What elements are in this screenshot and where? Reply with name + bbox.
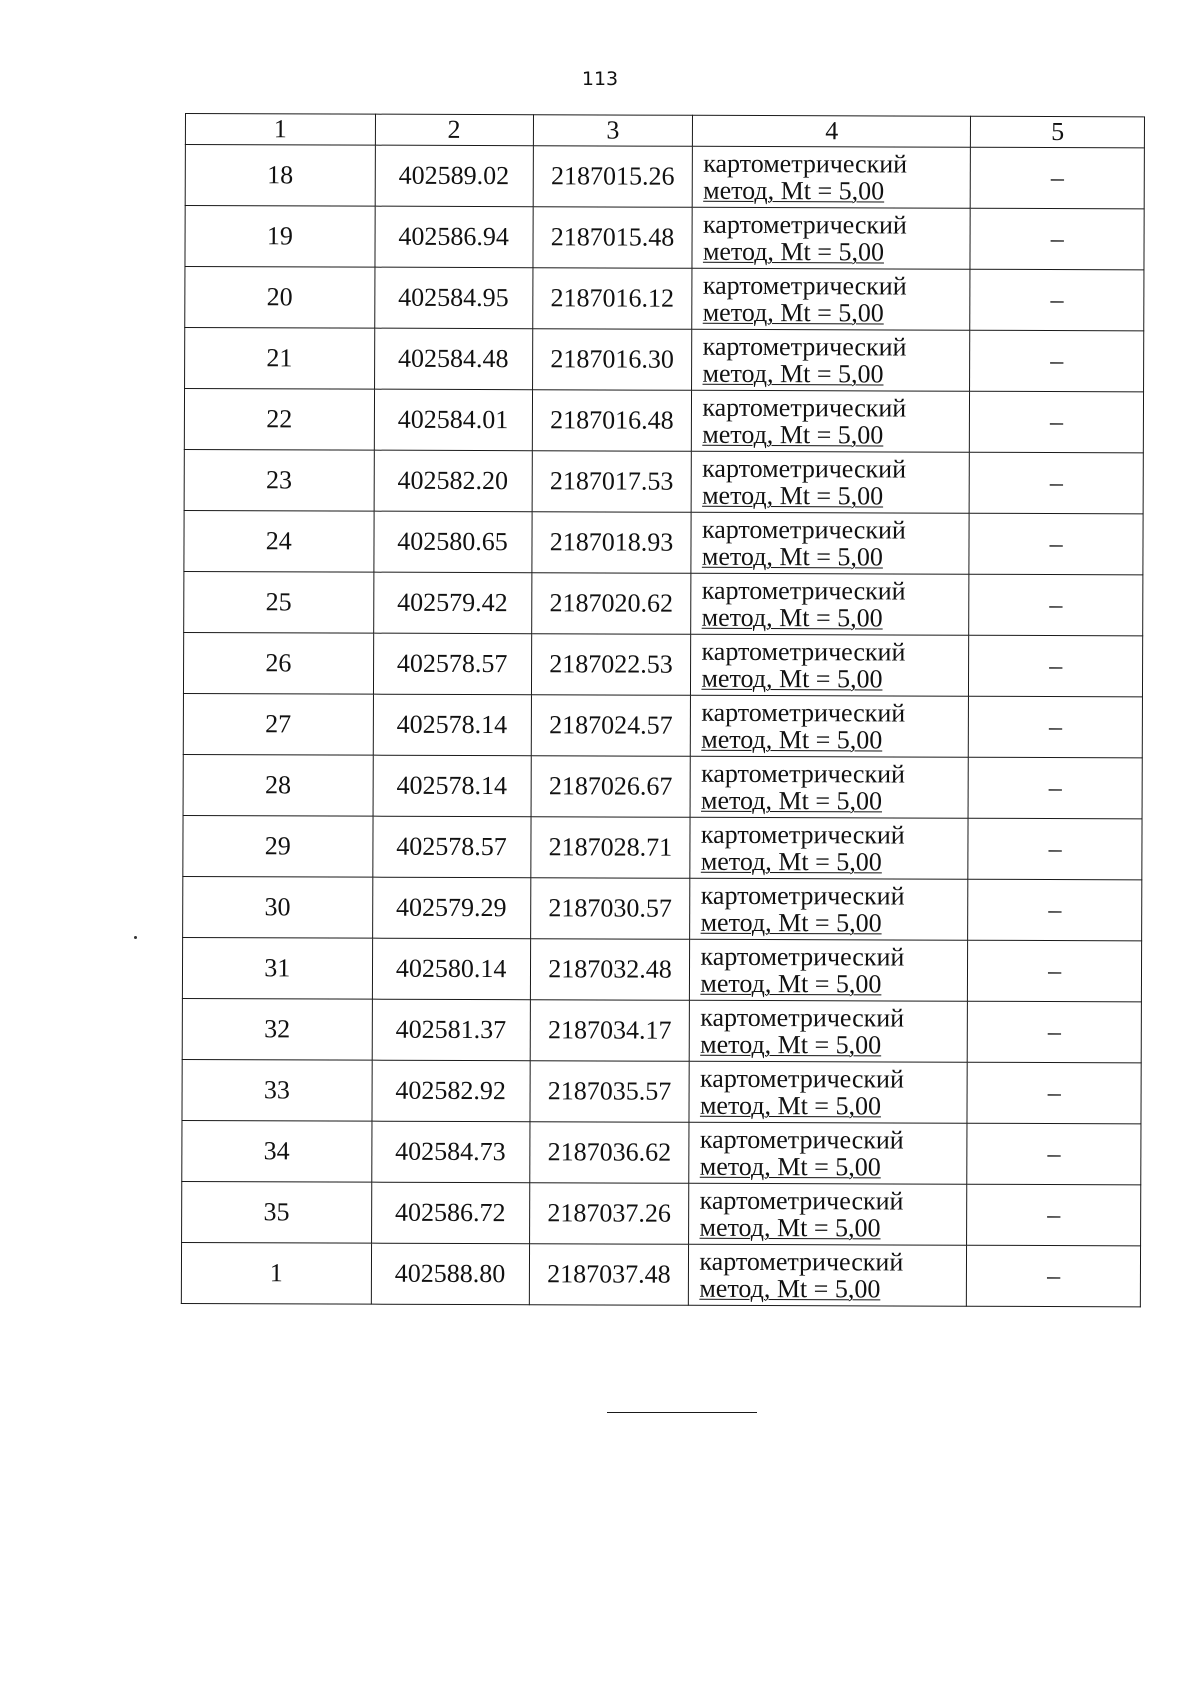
table-row <box>183 876 1142 940</box>
x-coordinate-cell: 402584.73 <box>371 1121 529 1183</box>
x-coordinate-cell: 402589.02 <box>375 145 533 207</box>
method-line-1: картометрический <box>700 1063 904 1094</box>
y-coordinate-cell: 2187028.71 <box>530 817 690 879</box>
y-coordinate-cell: 2187018.93 <box>531 512 691 574</box>
method-line-1: картометрический <box>700 941 905 972</box>
y-coordinate-cell: 2187030.57 <box>530 878 690 940</box>
method-line-1: картометрический <box>700 819 905 850</box>
method-cell <box>689 1244 967 1306</box>
scan-speck <box>134 936 137 939</box>
y-coordinate-cell: 2187015.48 <box>532 207 692 269</box>
note-cell: – <box>968 757 1142 819</box>
method-cell <box>691 573 969 635</box>
y-coordinate-cell: 2187015.26 <box>533 146 693 208</box>
note-cell: – <box>970 391 1144 453</box>
method-line-2: метод, Mt = 5,00 <box>701 541 883 572</box>
y-coordinate-cell: 2187026.67 <box>531 756 691 818</box>
point-number-cell: 18 <box>185 145 375 207</box>
x-coordinate-cell: 402584.95 <box>374 267 532 329</box>
method-line-2: метод, Mt = 5,00 <box>701 785 883 816</box>
note-cell: – <box>967 1062 1141 1124</box>
table-row <box>185 145 1144 209</box>
table-row <box>185 206 1144 270</box>
method-cell <box>692 329 970 391</box>
y-coordinate-cell: 2187022.53 <box>531 634 691 696</box>
point-number-cell: 22 <box>184 389 374 451</box>
method-line-1: картометрический <box>701 575 906 606</box>
table-body <box>181 145 1144 1307</box>
x-coordinate-cell: 402582.92 <box>372 1060 530 1122</box>
method-line-2: метод, Mt = 5,00 <box>702 419 884 450</box>
method-line-1: картометрический <box>699 1124 904 1155</box>
method-line-2: метод, Mt = 5,00 <box>702 358 884 389</box>
note-cell: – <box>968 940 1142 1002</box>
note-cell: – <box>969 635 1143 697</box>
x-coordinate-cell: 402579.42 <box>373 572 531 634</box>
point-number-cell: 30 <box>183 876 373 938</box>
method-line-1: картометрический <box>701 697 906 728</box>
point-number-cell: 29 <box>183 815 373 877</box>
note-cell: – <box>970 330 1144 392</box>
table-row <box>183 754 1142 818</box>
y-coordinate-cell: 2187017.53 <box>532 451 692 513</box>
point-number-cell: 25 <box>184 571 374 633</box>
method-cell <box>690 1000 968 1062</box>
point-number-cell: 31 <box>182 937 372 999</box>
note-cell: – <box>968 879 1142 941</box>
point-number-cell: 20 <box>185 267 375 329</box>
method-cell <box>691 512 969 574</box>
method-line-2: метод, Mt = 5,00 <box>702 297 884 328</box>
method-cell <box>690 878 968 940</box>
closing-rule <box>607 1412 757 1413</box>
point-number-cell: 26 <box>183 632 373 694</box>
method-line-1: картометрический <box>702 392 907 423</box>
method-cell <box>689 1183 967 1245</box>
method-line-2: метод, Mt = 5,00 <box>700 968 882 999</box>
x-coordinate-cell: 402584.01 <box>374 389 532 451</box>
method-cell <box>691 695 969 757</box>
note-cell: – <box>969 513 1143 575</box>
table-header-row <box>185 114 1144 148</box>
method-cell <box>691 634 969 696</box>
x-coordinate-cell: 402578.14 <box>373 755 531 817</box>
y-coordinate-cell: 2187036.62 <box>529 1122 689 1184</box>
method-cell <box>690 817 968 879</box>
x-coordinate-cell: 402579.29 <box>372 877 530 939</box>
y-coordinate-cell: 2187037.48 <box>529 1244 689 1306</box>
method-line-2: метод, Mt = 5,00 <box>701 602 883 633</box>
method-line-2: метод, Mt = 5,00 <box>702 480 884 511</box>
method-cell <box>690 756 968 818</box>
method-line-1: картометрический <box>702 331 907 362</box>
method-line-1: картометрический <box>701 758 906 789</box>
method-cell <box>690 939 968 1001</box>
table-row <box>182 998 1141 1062</box>
note-cell: – <box>969 574 1143 636</box>
note-cell: – <box>970 269 1144 331</box>
y-coordinate-cell: 2187037.26 <box>529 1183 689 1245</box>
y-coordinate-cell: 2187032.48 <box>530 939 690 1001</box>
method-line-1: картометрический <box>699 1246 904 1277</box>
y-coordinate-cell: 2187024.57 <box>531 695 691 757</box>
x-coordinate-cell: 402584.48 <box>374 328 532 390</box>
note-cell: – <box>967 1245 1141 1307</box>
method-line-1: картометрический <box>702 270 907 301</box>
note-cell: – <box>969 452 1143 514</box>
table-row <box>184 571 1143 635</box>
method-cell <box>689 1122 967 1184</box>
table-row <box>181 1242 1140 1306</box>
method-line-2: метод, Mt = 5,00 <box>699 1212 881 1243</box>
column-header-5: 5 <box>971 116 1145 148</box>
x-coordinate-cell: 402578.14 <box>373 694 531 756</box>
table-row <box>182 1120 1141 1184</box>
method-line-1: картометрический <box>699 1185 904 1216</box>
note-cell: – <box>970 147 1144 209</box>
point-number-cell: 32 <box>182 998 372 1060</box>
coordinates-table <box>181 113 1145 1307</box>
point-number-cell: 27 <box>183 693 373 755</box>
method-line-1: картометрический <box>703 148 908 179</box>
x-coordinate-cell: 402580.14 <box>372 938 530 1000</box>
x-coordinate-cell: 402586.72 <box>371 1182 529 1244</box>
table-row <box>183 815 1142 879</box>
point-number-cell: 28 <box>183 754 373 816</box>
y-coordinate-cell: 2187016.30 <box>532 329 692 391</box>
method-line-1: картометрический <box>703 209 907 240</box>
x-coordinate-cell: 402578.57 <box>372 816 530 878</box>
page-number: 113 <box>581 68 619 90</box>
method-line-2: метод, Mt = 5,00 <box>700 1029 882 1060</box>
table-row <box>182 1181 1141 1245</box>
y-coordinate-cell: 2187034.17 <box>530 1000 690 1062</box>
method-line-2: метод, Mt = 5,00 <box>703 175 885 206</box>
column-header-4: 4 <box>693 115 971 147</box>
table-row <box>183 632 1142 696</box>
table-row <box>183 693 1142 757</box>
method-line-2: метод, Mt = 5,00 <box>699 1273 881 1304</box>
point-number-cell: 33 <box>182 1059 372 1121</box>
method-line-2: метод, Mt = 5,00 <box>700 846 882 877</box>
table-row <box>184 389 1143 453</box>
y-coordinate-cell: 2187020.62 <box>531 573 691 635</box>
point-number-cell: 23 <box>184 449 374 511</box>
x-coordinate-cell: 402578.57 <box>373 633 531 695</box>
note-cell: – <box>969 696 1143 758</box>
column-header-3: 3 <box>533 115 693 147</box>
table-row <box>185 267 1144 331</box>
method-line-1: картометрический <box>700 880 905 911</box>
method-line-2: метод, Mt = 5,00 <box>702 236 885 267</box>
method-cell <box>692 207 970 269</box>
method-cell <box>689 1061 967 1123</box>
method-cell <box>692 451 970 513</box>
x-coordinate-cell: 402586.94 <box>375 206 533 268</box>
table-row <box>184 510 1143 574</box>
method-line-2: метод, Mt = 5,00 <box>701 724 883 755</box>
point-number-cell: 21 <box>185 328 375 390</box>
table-row <box>182 1059 1141 1123</box>
y-coordinate-cell: 2187016.48 <box>532 390 692 452</box>
table-row <box>184 449 1143 513</box>
column-header-1: 1 <box>185 114 375 146</box>
note-cell: – <box>967 1123 1141 1185</box>
method-cell <box>693 146 971 208</box>
method-line-1: картометрический <box>701 636 906 667</box>
method-line-2: метод, Mt = 5,00 <box>700 907 882 938</box>
point-number-cell: 1 <box>181 1242 371 1304</box>
x-coordinate-cell: 402580.65 <box>374 511 532 573</box>
note-cell: – <box>968 1001 1142 1063</box>
method-line-2: метод, Mt = 5,00 <box>701 663 883 694</box>
point-number-cell: 24 <box>184 510 374 572</box>
table-row <box>185 328 1144 392</box>
table-row <box>182 937 1141 1001</box>
note-cell: – <box>967 1184 1141 1246</box>
method-line-1: картометрический <box>701 514 906 545</box>
x-coordinate-cell: 402588.80 <box>371 1243 529 1305</box>
y-coordinate-cell: 2187035.57 <box>530 1061 690 1123</box>
method-line-2: метод, Mt = 5,00 <box>699 1151 881 1182</box>
method-line-1: картометрический <box>700 1002 905 1033</box>
column-header-2: 2 <box>375 114 533 146</box>
point-number-cell: 34 <box>182 1120 372 1182</box>
y-coordinate-cell: 2187016.12 <box>532 268 692 330</box>
x-coordinate-cell: 402581.37 <box>372 999 530 1061</box>
note-cell: – <box>968 818 1142 880</box>
method-cell <box>692 268 970 330</box>
x-coordinate-cell: 402582.20 <box>374 450 532 512</box>
note-cell: – <box>970 208 1144 270</box>
point-number-cell: 19 <box>185 206 375 268</box>
method-line-1: картометрический <box>702 453 907 484</box>
point-number-cell: 35 <box>182 1181 372 1243</box>
method-line-2: метод, Mt = 5,00 <box>699 1090 882 1121</box>
method-cell <box>692 390 970 452</box>
